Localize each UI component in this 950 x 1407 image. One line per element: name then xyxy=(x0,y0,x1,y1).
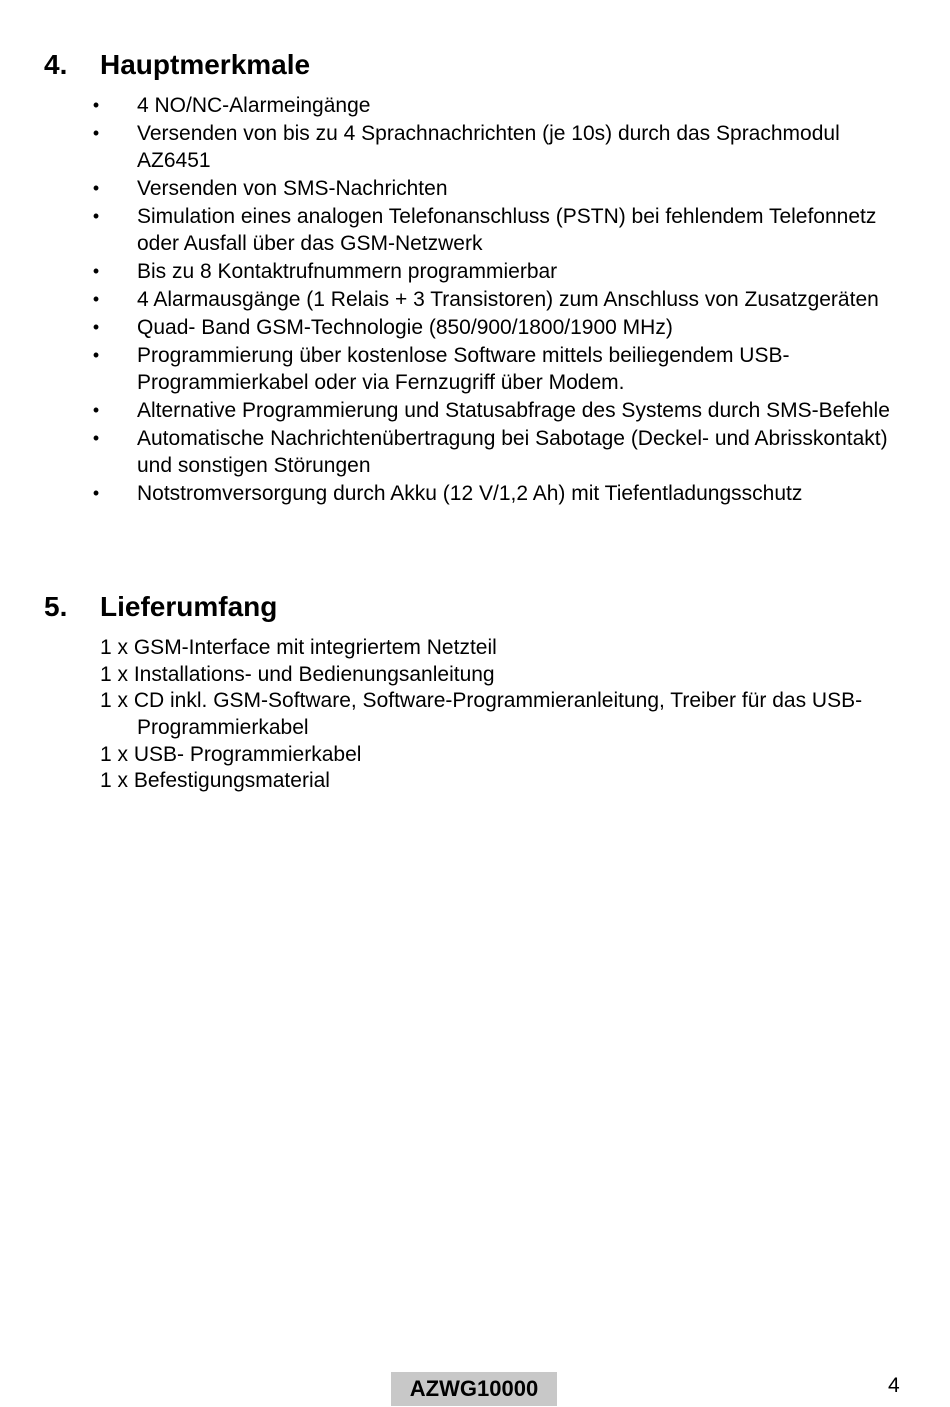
bullet-icon: • xyxy=(92,400,100,420)
bullet-icon: • xyxy=(92,289,100,309)
list-item: 1 x Installations- und Bedienungsanleitung xyxy=(100,662,495,686)
bullet-icon: • xyxy=(92,178,100,198)
bullet-icon: • xyxy=(92,483,100,503)
section-heading-scope xyxy=(44,591,277,623)
section-title: Hauptmerkmale xyxy=(100,49,311,80)
section-number: 5. xyxy=(44,591,68,622)
list-item: • 4 NO/NC-Alarmeingänge xyxy=(0,92,950,119)
bullet-icon: • xyxy=(92,206,100,226)
list-item: • Versenden von SMS-Nachrichten xyxy=(0,175,950,202)
bullet-icon: • xyxy=(92,95,100,115)
list-item: • 4 Alarmausgänge (1 Relais + 3 Transistoren) zum Anschluss von Zusatzgeräten xyxy=(0,286,950,313)
page-number: 4 xyxy=(888,1374,900,1397)
list-item: 1 x CD inkl. GSM-Software, Software-Programmieranleitung, Treiber für das USB- Programmierkabel xyxy=(100,689,863,739)
footer-model-label: AZWG10000 xyxy=(391,1372,557,1406)
section-number: 4. xyxy=(44,49,68,80)
section-title: Lieferumfang xyxy=(100,591,278,622)
list-item: • Versenden von bis zu 4 Sprachnachrichten (je 10s) durch das Sprachmodul AZ6451 xyxy=(0,120,950,174)
list-item: 1 x GSM-Interface mit integriertem Netzteil xyxy=(100,636,497,659)
bullet-icon: • xyxy=(92,123,100,143)
bullet-icon: • xyxy=(92,317,100,337)
section-heading-features xyxy=(44,49,310,81)
list-item: • Quad- Band GSM-Technologie (850/900/1800/1900 MHz) xyxy=(0,314,950,341)
list-item: • Automatische Nachrichtenübertragung bei Sabotage (Deckel- und Abrisskontakt) und sonstigen Störungen xyxy=(0,425,950,479)
list-item: • Notstromversorgung durch Akku (12 V/1,2 Ah) mit Tiefentladungsschutz xyxy=(0,480,950,507)
bullet-icon: • xyxy=(92,261,100,281)
scope-list xyxy=(0,634,950,794)
list-item: • Bis zu 8 Kontaktrufnummern programmierbar xyxy=(0,258,950,285)
list-item: 1 x USB- Programmierkabel xyxy=(100,742,362,766)
bullet-icon: • xyxy=(92,345,100,365)
list-item: 1 x Befestigungsmaterial xyxy=(100,769,330,792)
list-item: • Simulation eines analogen Telefonanschluss (PSTN) bei fehlendem Telefonnetz oder Ausfall über das GSM-Netzwerk xyxy=(0,203,950,257)
bullet-icon: • xyxy=(92,428,100,448)
list-item: • Alternative Programmierung und Statusabfrage des Systems durch SMS-Befehle xyxy=(0,397,950,424)
features-list xyxy=(0,92,950,508)
list-item: • Programmierung über kostenlose Software mittels beiliegendem USB-Programmierkabel oder via Fernzugriff über Modem. xyxy=(0,342,950,396)
